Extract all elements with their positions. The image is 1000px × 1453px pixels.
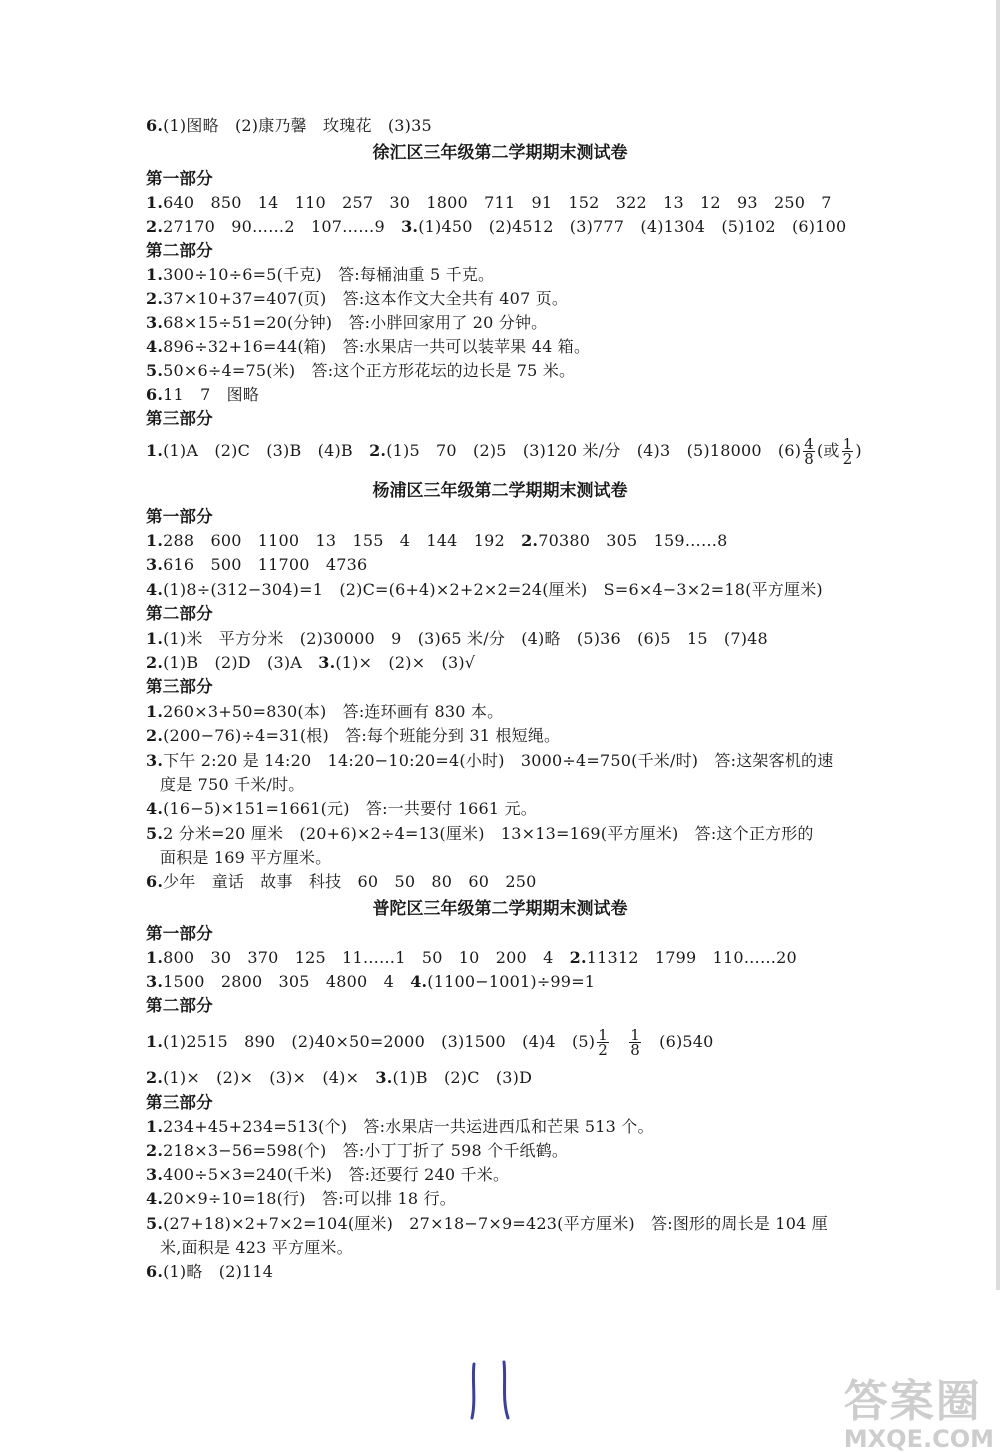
answer-line: 3.下午 2:20 是 14:20 14:20−10:20=4(小时) 3000÷4=750(千米/时) 答:这架客机的速	[146, 751, 834, 770]
answer-line: 1.(1)A (2)C (3)B (4)B 2.(1)5 70 (2)5 (3)120 米/分 (4)3 (5)18000 (6) $\frac{4}{8}$ (或 $\frac{1}{2}$ )	[146, 435, 862, 468]
part-heading: 第三部分	[146, 1093, 213, 1112]
answer-line: 2.218×3−56=598(个) 答:小丁丁折了 598 个千纸鹤。	[146, 1141, 569, 1160]
part-heading: 第二部分	[146, 241, 213, 260]
watermark-logo: 答案圈 MXQE.COM	[843, 1376, 994, 1453]
part-heading: 第二部分	[146, 604, 213, 623]
answer-line-continued: 度是 750 千米/时。	[160, 775, 305, 794]
section-title-xuhui: 徐汇区三年级第二学期期末测试卷	[372, 143, 628, 163]
answer-line: 6.少年 童话 故事 科技 60 50 80 60 250	[146, 872, 537, 891]
answer-line: 2.(1)B (2)D (3)A 3.(1)× (2)× (3)√	[146, 653, 476, 672]
answer-line: 1.640 850 14 110 257 30 1800 711 91 152 322 13 12 93 250 7	[146, 193, 832, 212]
answer-line: 2.37×10+37=407(页) 答:这本作文大全共有 407 页。	[146, 289, 569, 308]
section-title-putuo: 普陀区三年级第二学期期末测试卷	[372, 899, 628, 919]
part-heading: 第三部分	[146, 677, 213, 696]
part-heading: 第二部分	[146, 996, 213, 1015]
answer-line: 1.300÷10÷6=5(千克) 答:每桶油重 5 千克。	[146, 265, 495, 284]
answer-line: 3.616 500 11700 4736	[146, 555, 368, 574]
part-heading: 第一部分	[146, 507, 213, 526]
answer-line: 2.27170 90……2 107……9 3.(1)450 (2)4512 (3)777 (4)1304 (5)102 (6)100	[146, 217, 847, 236]
answer-line: 1.(1)2515 890 (2)40×50=2000 (3)1500 (4)4 (5) $\frac{1}{2}$ $\frac{1}{8}$ (6)540	[146, 1026, 714, 1059]
answer-line: 3.400÷5×3=240(千米) 答:还要行 240 千米。	[146, 1165, 510, 1184]
fraction: $\frac{1}{2}$	[598, 1026, 608, 1059]
answer-line: 1.800 30 370 125 11……1 50 10 200 4 2.11312 1799 110……20	[146, 948, 797, 967]
section-title-yangpu: 杨浦区三年级第二学期期末测试卷	[372, 481, 628, 501]
part-heading: 第一部分	[146, 169, 213, 188]
answer-line-continued: 面积是 169 平方厘米。	[160, 848, 332, 867]
fraction: $\frac{1}{2}$	[842, 435, 853, 468]
answer-line: 1.234+45+234=513(个) 答:水果店一共运进西瓜和芒果 513 个。	[146, 1117, 654, 1136]
fraction: $\frac{4}{8}$	[804, 435, 814, 468]
answer-line: 2.(200−76)÷4=31(根) 答:每个班能分到 31 根短绳。	[146, 726, 561, 745]
part-heading: 第三部分	[146, 409, 213, 428]
answer-line: 6.11 7 图略	[146, 385, 260, 404]
answer-line: 2.(1)× (2)× (3)× (4)× 3.(1)B (2)C (3)D	[146, 1068, 533, 1087]
answer-line: 4.(1)8÷(312−304)=1 (2)C=(6+4)×2+2×2=24(厘米) S=6×4−3×2=18(平方厘米)	[146, 580, 823, 599]
answer-line: 1.260×3+50=830(本) 答:连环画有 830 本。	[146, 702, 504, 721]
answer-line: 3.1500 2800 305 4800 4 4.(1100−1001)÷99=1	[146, 972, 596, 991]
answer-line: 1.(1)米 平方分米 (2)30000 9 (3)65 米/分 (4)略 (5)36 (6)5 15 (7)48	[146, 629, 768, 648]
answer-line: 6.(1)图略 (2)康乃馨 玫瑰花 (3)35	[146, 116, 432, 135]
answer-line: 3.68×15÷51=20(分钟) 答:小胖回家用了 20 分钟。	[146, 313, 548, 332]
answer-line: 5.(27+18)×2+7×2=104(厘米) 27×18−7×9=423(平方厘米) 答:图形的周长是 104 厘	[146, 1214, 828, 1233]
answer-line: 4.20×9÷10=18(行) 答:可以排 18 行。	[146, 1189, 456, 1208]
answer-line: 1.288 600 1100 13 155 4 144 192 2.70380 305 159……8	[146, 531, 728, 550]
answer-line: 4.896÷32+16=44(箱) 答:水果店一共可以装苹果 44 箱。	[146, 337, 591, 356]
answer-line: 5.50×6÷4=75(米) 答:这个正方形花坛的边长是 75 米。	[146, 361, 576, 380]
answer-line: 4.(16−5)×151=1661(元) 答:一共要付 1661 元。	[146, 799, 537, 818]
handwritten-page-number	[460, 1360, 530, 1420]
answer-line-continued: 米,面积是 423 平方厘米。	[160, 1238, 353, 1257]
part-heading: 第一部分	[146, 924, 213, 943]
fraction: $\frac{1}{8}$	[630, 1026, 640, 1059]
scan-edge	[996, 0, 1000, 1290]
answer-line: 6.(1)略 (2)114	[146, 1262, 274, 1281]
answer-line: 5.2 分米=20 厘米 (20+6)×2÷4=13(厘米) 13×13=169(平方厘米) 答:这个正方形的	[146, 824, 814, 843]
